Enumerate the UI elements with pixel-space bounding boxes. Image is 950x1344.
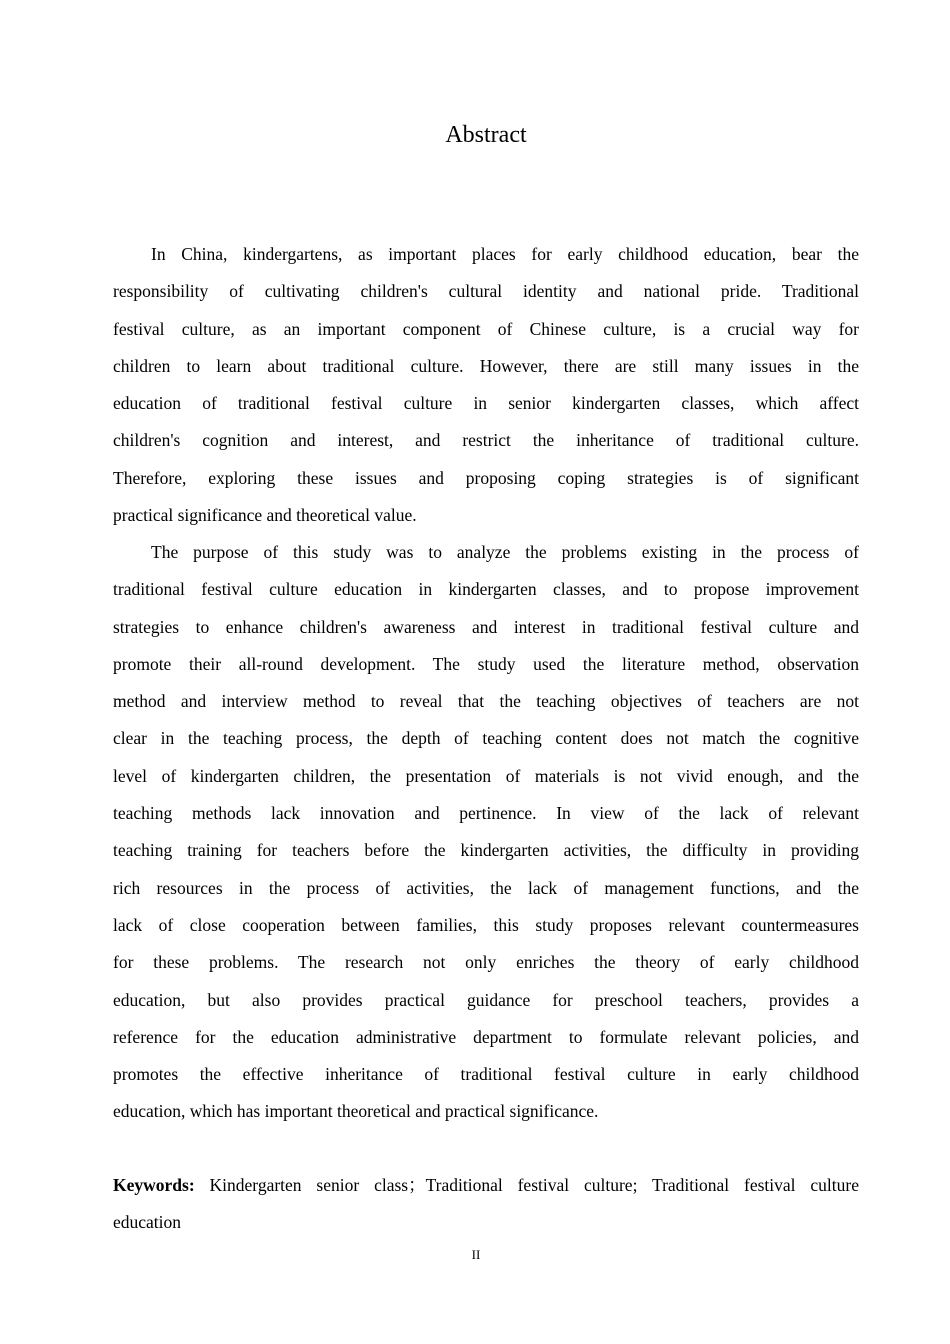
text-line: lack of close cooperation between families, this study proposes relevant countermeasures	[113, 914, 859, 935]
text-line: education of traditional festival culture in senior kindergarten classes, which affect	[113, 393, 859, 414]
text-line: children's cognition and interest, and restrict the inheritance of traditional culture.	[113, 430, 859, 451]
text-line: clear in the teaching process, the depth of teaching content does not match the cognitive	[113, 728, 859, 749]
text-line: promotes the effective inheritance of traditional festival culture in early childhood	[113, 1064, 859, 1085]
text-line: promote their all-round development. The study used the literature method, observation	[113, 653, 859, 674]
text-line: Therefore, exploring these issues and proposing coping strategies is of significant	[113, 467, 859, 488]
keywords-line	[113, 1167, 859, 1204]
text-line: In China, kindergartens, as important places for early childhood education, bear the	[151, 244, 859, 264]
text-line: practical significance and theoretical value.	[113, 505, 417, 526]
text-line: responsibility of cultivating children's cultural identity and national pride. Traditional	[113, 281, 859, 302]
text-line: education, which has important theoretical and practical significance.	[113, 1101, 599, 1122]
text-line: strategies to enhance children's awareness and interest in traditional festival culture and	[113, 616, 859, 637]
text-line: rich resources in the process of activities, the lack of management functions, and the	[113, 877, 859, 898]
text-line: traditional festival culture education in kindergarten classes, and to propose improvement	[113, 579, 859, 600]
abstract-paragraph-1	[113, 236, 859, 534]
abstract-paragraph-2	[113, 534, 859, 1131]
text-line: children to learn about traditional culture. However, there are still many issues in the	[113, 355, 859, 376]
text-line: level of kindergarten children, the presentation of materials is not vivid enough, and the	[113, 765, 859, 786]
keywords-label: Keywords:	[113, 1175, 195, 1195]
text-line: reference for the education administrative department to formulate relevant policies, and	[113, 1026, 859, 1047]
page-number: II	[471, 1247, 481, 1262]
text-line: for these problems. The research not only enriches the theory of early childhood	[113, 952, 859, 973]
text-line: method and interview method to reveal that the teaching objectives of teachers are not	[113, 691, 859, 712]
text-line: education, but also provides practical guidance for preschool teachers, provides a	[113, 989, 859, 1010]
text-line: teaching training for teachers before the kindergarten activities, the difficulty in providing	[113, 840, 859, 861]
text-line: festival culture, as an important component of Chinese culture, is a crucial way for	[113, 318, 859, 339]
keywords-text: Kindergarten senior class；Traditional festival culture; Traditional festival culture	[194, 1175, 859, 1195]
abstract-heading: Abstract	[445, 122, 527, 148]
keywords-line: education	[113, 1212, 182, 1232]
text-line: teaching methods lack innovation and pertinence. In view of the lack of relevant	[113, 803, 859, 824]
text-line: The purpose of this study was to analyze the problems existing in the process of	[151, 542, 859, 562]
keywords	[113, 1167, 859, 1241]
